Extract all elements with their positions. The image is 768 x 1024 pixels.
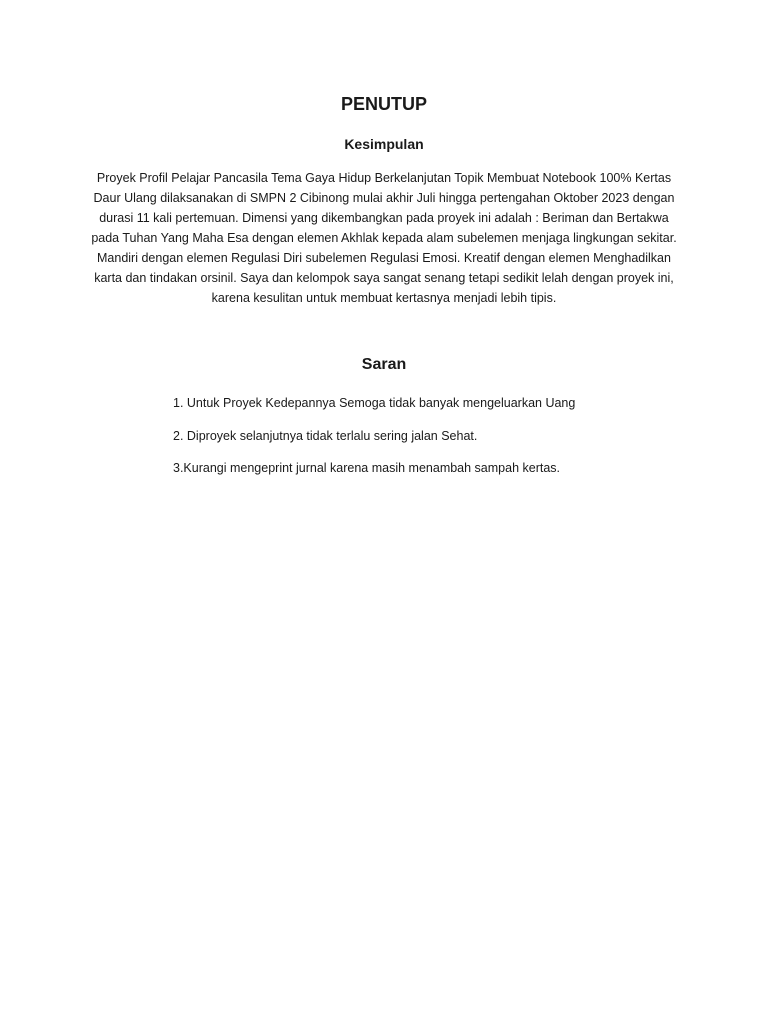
conclusion-line: karta dan tindakan orsinil. Saya dan kelompok saya sangat senang tetapi sedikit lelah dengan proyek ini, (94, 271, 674, 285)
list-item: 1. Untuk Proyek Kedepannya Semoga tidak banyak mengeluarkan Uang (173, 396, 576, 410)
list-item: 2. Diproyek selanjutnya tidak terlalu sering jalan Sehat. (173, 428, 478, 443)
suggestions-heading: Saran (361, 356, 407, 373)
conclusion-line: pada Tuhan Yang Maha Esa dengan elemen Akhlak kepada alam subelemen menjaga lingkungan sekitar. (91, 231, 677, 245)
suggestions-list (173, 394, 693, 492)
conclusion-line: durasi 11 kali pertemuan. Dimensi yang dikembangkan pada proyek ini adalah : Beriman dan Bertakwa (99, 211, 669, 225)
conclusion-line: Proyek Profil Pelajar Pancasila Tema Gaya Hidup Berkelanjutan Topik Membuat Notebook 100% Kertas (96, 171, 672, 185)
conclusion-paragraph (88, 168, 680, 308)
conclusion-line: Daur Ulang dilaksanakan di SMPN 2 Cibinong mulai akhir Juli hingga pertengahan Oktober 2023 dengan (93, 191, 675, 205)
conclusion-line: Mandiri dengan elemen Regulasi Diri subelemen Regulasi Emosi. Kreatif dengan elemen Menghadilkan (97, 251, 671, 265)
conclusion-heading: Kesimpulan (344, 136, 424, 152)
page-title: PENUTUP (340, 94, 427, 114)
list-item: 3.Kurangi mengeprint jurnal karena masih menambah sampah kertas. (173, 461, 561, 475)
conclusion-line: karena kesulitan untuk membuat kertasnya menjadi lebih tipis. (211, 291, 557, 305)
